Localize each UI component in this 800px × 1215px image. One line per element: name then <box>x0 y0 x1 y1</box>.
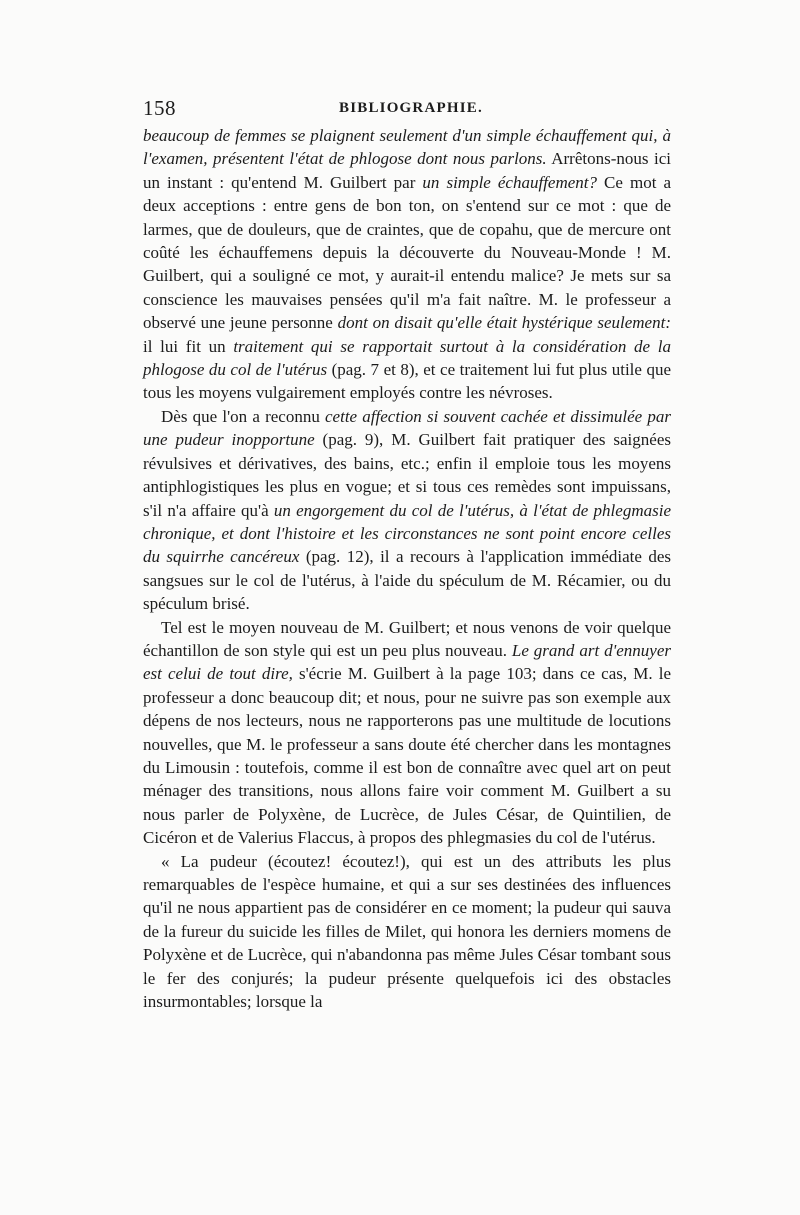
text-run: un engorgement du col de l'utérus, à l'état de phlegmasie chronique, et dont l'histoire et les circonstances ne sont point encore celles du squirrhe cancéreux <box>143 500 671 567</box>
text-run: (pag. 12), il a recours à l'application immédiate des sangsues sur le col de l'utérus, à l'aide du spéculum de M. Récamier, ou du spéculum brisé. <box>143 547 671 614</box>
text-run: traitement qui se rapportait surtout à la considération de la phlogose du col de l'utérus <box>143 336 672 380</box>
text-run: Arrêtons-nous ici un instant : qu'entend M. Guilbert par <box>143 149 671 192</box>
text-run: cette affection si souvent cachée et dissimulée par une pudeur inopportune <box>143 406 671 450</box>
text-run: Ce mot a deux acceptions : entre gens de bon ton, on s'entend sur ce mot : que de larmes, que de douleurs, que de craintes, que de copahu, que de mercure ont coûté les échauffemens depuis la découverte du Nouveau-Monde ! M. Guilbert, qui a souligné ce mot, y aurait-il entendu malice? Je mets sur sa conscience les mauvaises pensées qu'il m'a fait naître. M. le professeur a observé une jeune personne <box>143 172 672 333</box>
text-run: un simple échauffement? <box>422 172 598 192</box>
text-run: dont on disait qu'elle était hystérique seulement: <box>337 313 671 333</box>
text-run: « La pudeur (écoutez! écoutez!), qui est un des attributs les plus remarquables de l'espèce humaine, et qui a sur ses destinées des influences qu'il ne nous appartient pas de considérer en ce moment; la pudeur qui sauva de la fureur du suicide les filles de Milet, qui honora les derniers momens de Polyxène et de Lucrèce, qui n'abandonna pas même Jules César tombant sous le fer des conjurés; la pudeur présente quelquefois ici des obstacles insurmontables; lorsque la <box>143 851 671 1012</box>
text-run: s'écrie M. Guilbert à la page 103; dans ce cas, M. le professeur a donc beaucoup dit; et nous, pour ne suivre pas son exemple aux dépens de nos lecteurs, nous ne rapporterons pas une multitude de locutions nouvelles, que M. le professeur a sans doute été chercher dans les montagnes du Limousin : toutefois, comme il est bon de connaître avec quel art on peut ménager des transitions, nous allons faire voir comment M. Guilbert a su nous parler de Polyxène, de Lucrèce, de Jules César, de Quintilien, de Cicéron et de Valerius Flaccus, à propos des phlegmasies du col de l'utérus. <box>143 664 671 848</box>
paragraph-4 <box>143 850 671 1014</box>
text-run: (pag. 7 et 8), et ce traitement lui fut plus utile que tous les moyens vulgairement employés contre les névroses. <box>143 360 672 403</box>
text-run: (pag. 9), M. Guilbert fait pratiquer des saignées révulsives et dérivatives, des bains, etc.; enfin il emploie tous les moyens antiphlogistiques les plus en vogue; et si tous ces remèdes sont impuissans, s'il n'a affaire qu'à <box>143 430 671 520</box>
running-head: BIBLIOGRAPHIE. <box>339 100 483 116</box>
text-run: il lui fit un <box>143 336 234 356</box>
text-run: Dès que l'on a reconnu <box>161 406 326 426</box>
page-number: 158 <box>143 96 176 120</box>
text-run: Le grand art d'ennuyer est celui de tout dire, <box>143 640 671 684</box>
paragraph-3 <box>143 616 671 850</box>
text-run: beaucoup de femmes se plaignent seulement d'un simple échauffement qui, à l'examen, présentent l'état de phlogose dont nous parlons. <box>143 126 671 169</box>
paragraph-1 <box>143 124 671 405</box>
text-run: Tel est le moyen nouveau de M. Guilbert; et nous venons de voir quelque échantillon de son style qui est un peu plus nouveau. <box>143 617 671 660</box>
page-header <box>143 96 673 122</box>
paragraph-2 <box>143 405 671 616</box>
body-text <box>143 124 671 1013</box>
